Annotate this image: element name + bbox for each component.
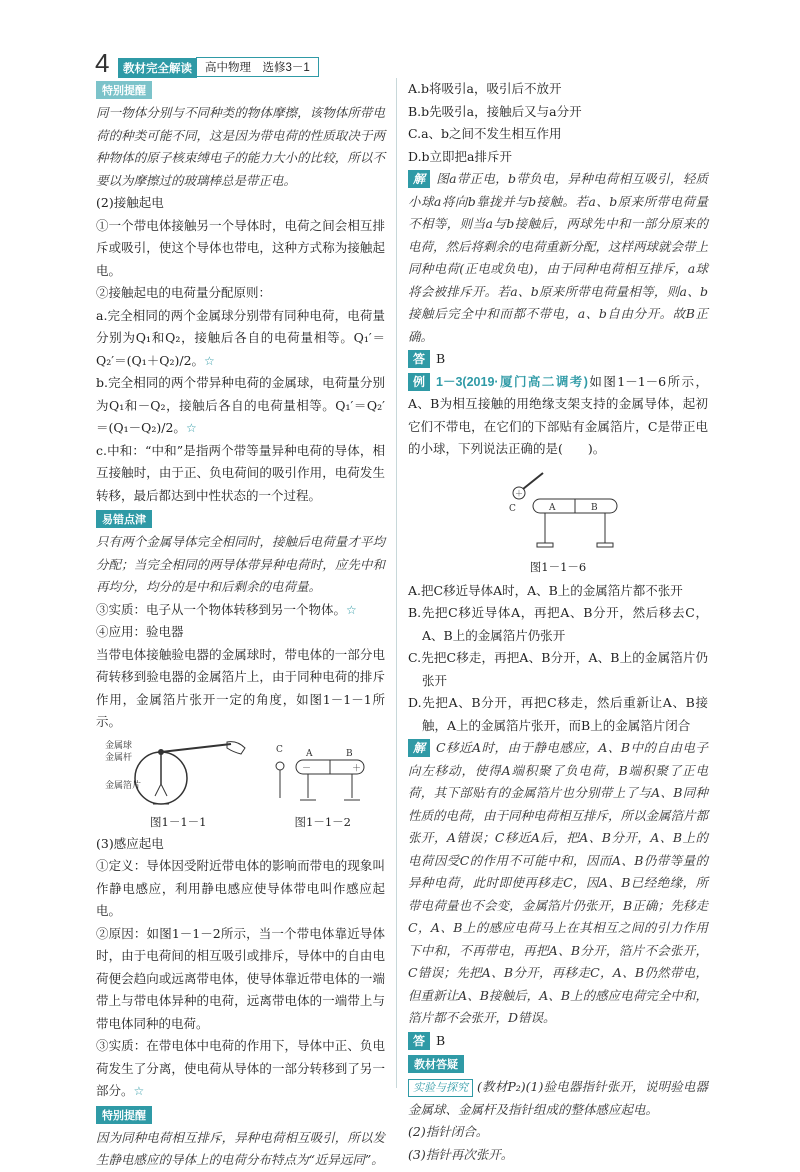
induction-cause: ②原因：如图1－1－2所示，当一个带电体靠近导体时，由于电荷间的相互吸引或排斥，导体中的自由电荷便会趋向或远离带电体，使导体靠近带电体的一端带上与带电体异种的电荷，远离带电体的一端带上与带电体同种的电荷。 — [96, 925, 385, 1031]
figure-1-1-1 — [103, 738, 253, 831]
right-column — [408, 78, 708, 1166]
book-tag: 教材完全解读 — [118, 58, 197, 78]
b-label: B — [345, 748, 353, 759]
figure-caption: 图1－1－2 — [294, 814, 351, 829]
conductor-figure — [483, 465, 633, 555]
section-contact-title: (2)接触起电 — [96, 195, 164, 210]
rule-a-text: a.完全相同的两个金属球分别带有同种电荷，电荷量分别为Q₁和Q₂，接触后各自的电荷量相等。Q₁′＝Q₂′＝(Q₁＋Q₂)/2。 — [96, 307, 385, 368]
option-a: A.把C移近导体A时，A、B上的金属箔片都不张开 — [408, 582, 683, 598]
answer-badge: 答 — [408, 350, 430, 368]
book-subtitle: 高中物理 选修3－1 — [196, 57, 319, 77]
solution-1 — [408, 168, 708, 348]
rule-b-text: b.完全相同的两个带异种电荷的金属球，电荷量分别为Q₁和－Q₂，接触后各自的电荷量相等。Q₁′＝Q₂′＝(Q₁－Q₂)/2。 — [96, 375, 385, 435]
ball-label: 金属球 — [105, 740, 133, 751]
solution-1-text: 图a带正电，b带负电，异种电荷相互吸引，轻质小球a将向b靠拢并与b接触。若a、b原来所带电荷量不相等，则当a与b接触后，两球先中和一部分原来的电荷，然后将剩余的电荷重新分配，这样两球就会带上同种电荷(正电或负电)，由于同种电荷相互排斥，a球将会被排斥开。若a、b原来所带电荷量相等，则a、b接触后完全中和而都不带电，a、b自由分开。故B正确。 — [408, 171, 709, 344]
star-icon: ☆ — [185, 421, 197, 435]
solution-badge: 解 — [408, 739, 430, 757]
figure-1-1-2 — [268, 738, 378, 831]
contact-rule-title: ②接触起电的电荷量分配原则： — [96, 285, 272, 300]
answer-1-value: B — [436, 351, 446, 366]
example-source: 1－3(2019·厦门高二调考) — [436, 374, 588, 389]
tip-label-1: 特别提醒 — [96, 81, 152, 99]
experiment-text: (教材P₂)(1)验电器指针张开，说明验电器金属球、金属杆及指针组成的整体感应起电。 — [408, 1079, 708, 1117]
textbook-answer-label: 教材答疑 — [408, 1055, 464, 1073]
induction-figure — [268, 738, 378, 810]
example-1-3 — [408, 371, 708, 461]
electroscope-text: 当带电体接触验电器的金属球时，带电体的一部分电荷转移到验电器的金属箔片上，由于同种电荷的排斥作用，金属箔片张开一定的角度，如图1－1－1所示。 — [96, 646, 385, 729]
foil-label: 金属箔片 — [105, 780, 142, 791]
plus-sign: ＋ — [515, 488, 523, 498]
tip-label-2: 易错点津 — [96, 510, 152, 528]
answer-2 — [408, 1030, 708, 1053]
left-column — [96, 78, 385, 1172]
essence-text: ③实质：电子从一个物体转移到另一个物体。 — [96, 601, 347, 617]
contact-application: ④应用：验电器 — [96, 624, 184, 639]
contact-essence — [96, 599, 385, 622]
b-label: B — [591, 502, 598, 513]
experiment-answer-3: (3)指针再次张开。 — [408, 1146, 514, 1162]
column-divider — [396, 78, 397, 1088]
tip-label-3: 特别提醒 — [96, 1106, 152, 1124]
a-label: A — [305, 748, 313, 759]
section-induction-title: (3)感应起电 — [96, 835, 164, 851]
contact-rule-b — [96, 372, 385, 440]
answer-1 — [408, 348, 708, 371]
plus-sign: ＋ — [351, 763, 361, 774]
option-b: B.先把C移近导体A，再把A、B分开，然后移去C，A、B上的金属箔片仍张开 — [408, 605, 708, 643]
tip-text-2: 只有两个金属导体完全相同时，接触后电荷量才平均分配；当完全相同的两导体带异种电荷时，应先中和再均分，均分的是中和后剩余的电荷量。 — [96, 534, 385, 594]
figure-caption: 图1－1－1 — [150, 814, 207, 829]
experiment-answer-2: (2)指针闭合。 — [408, 1124, 489, 1139]
minus-sign: － — [301, 763, 311, 774]
example-text: 如图1－1－6所示，A、B为相互接触的用绝缘支架支持的金属导体，起初它们不带电，在它们的下部贴有金属箔片，C是带正电的小球，下列说法正确的是( )。 — [408, 373, 708, 456]
rod-label: 金属杆 — [105, 752, 133, 763]
option-d: D.先把A、B分开，再把C移走，然后重新让A、B接触，A上的金属箔片张开，而B上的金属箔片闭合 — [408, 695, 708, 733]
star-icon: ☆ — [133, 1084, 145, 1098]
solution-2 — [408, 737, 708, 1030]
tip-text-3: 因为同种电荷相互排斥，异种电荷相互吸引，所以发生静电感应的导体上的电荷分布特点为“近异远同”。 — [96, 1129, 385, 1167]
induction-definition: ①定义：导体因受附近带电体的影响而带电的现象叫作静电感应，利用静电感应使导体带电叫作感应起电。 — [96, 858, 385, 918]
induction-essence — [96, 1035, 385, 1103]
figure-1-1-6 — [408, 465, 708, 576]
a-label: A — [549, 502, 556, 513]
induction-essence-text: ③实质：在带电体中电荷的作用下，导体中正、负电荷发生了分离，使电荷从导体的一部分转移到了另一部分。 — [96, 1038, 385, 1098]
option-c: C.先把C移走，再把A、B分开，A、B上的金属箔片仍张开 — [408, 650, 708, 688]
solution-2-text: C移近A时，由于静电感应，A、B中的自由电子向左移动，使得A端积聚了负电荷，B端积聚了正电荷，其下部贴有的金属箔片也分别带上了与A、B同种性质的电荷，由于同种电荷相互排斥，所以金属箔片都张开，A错误；C移近A后，把A、B分开，A、B上的电荷因受C的作用不可能中和，因而A、B仍带等量的异种电荷，此时即使再移走C，因A、B已经绝缘，所带电荷量也不会变，金属箔片仍张开，B正确；先移走C，A、B上的感应电荷马上在其相互之间的引力作用下中和，不再带电，再把A、B分开，箔片不会张开，C错误；先把A、B分开，再移走C，A、B仍然带电，但重新让A、B接触后，A、B上的感应电荷完全中和，箔片都不会张开，D错误。 — [408, 740, 709, 1025]
figure-caption: 图1－1－6 — [529, 559, 587, 574]
contact-rule-c: c.中和：“中和”是指两个带等量异种电荷的导体，相互接触时，由于正、负电荷间的吸引作用，电荷发生转移，最后都达到中性状态的一个过程。 — [96, 442, 385, 503]
prev-option-b: B.b先吸引a，接触后又与a分开 — [408, 103, 582, 119]
star-icon: ☆ — [346, 602, 357, 617]
solution-badge: 解 — [408, 170, 430, 188]
page-number: 4 — [95, 48, 110, 78]
answer-2-value: B — [436, 1032, 446, 1048]
answer-badge: 答 — [408, 1032, 430, 1050]
prev-option-c: C.a、b之间不发生相互作用 — [408, 126, 562, 141]
example-badge: 例 — [408, 373, 430, 391]
contact-rule-a — [96, 305, 385, 373]
experiment-answer — [408, 1076, 708, 1121]
figure-row — [96, 738, 385, 831]
experiment-label: 实验与探究 — [408, 1079, 473, 1097]
c-label: C — [275, 744, 283, 755]
prev-option-d: D.b立即把a排斥开 — [408, 148, 513, 164]
tip-text-1: 同一物体分别与不同种类的物体摩擦，该物体所带电荷的种类可能不同，这是因为带电荷的性质取决于两种物体的原子核束缚电子的能力大小的比较，所以不要以为摩擦过的玻璃棒总是带正电。 — [96, 105, 385, 188]
electroscope-figure — [103, 738, 253, 810]
c-label: C — [509, 503, 516, 514]
star-icon: ☆ — [204, 353, 215, 368]
contact-definition: ①一个带电体接触另一个导体时，电荷之间会相互排斥或吸引，使这个导体也带电，这种方式称为接触起电。 — [96, 217, 385, 278]
prev-option-a: A.b将吸引a，吸引后不放开 — [408, 81, 562, 96]
